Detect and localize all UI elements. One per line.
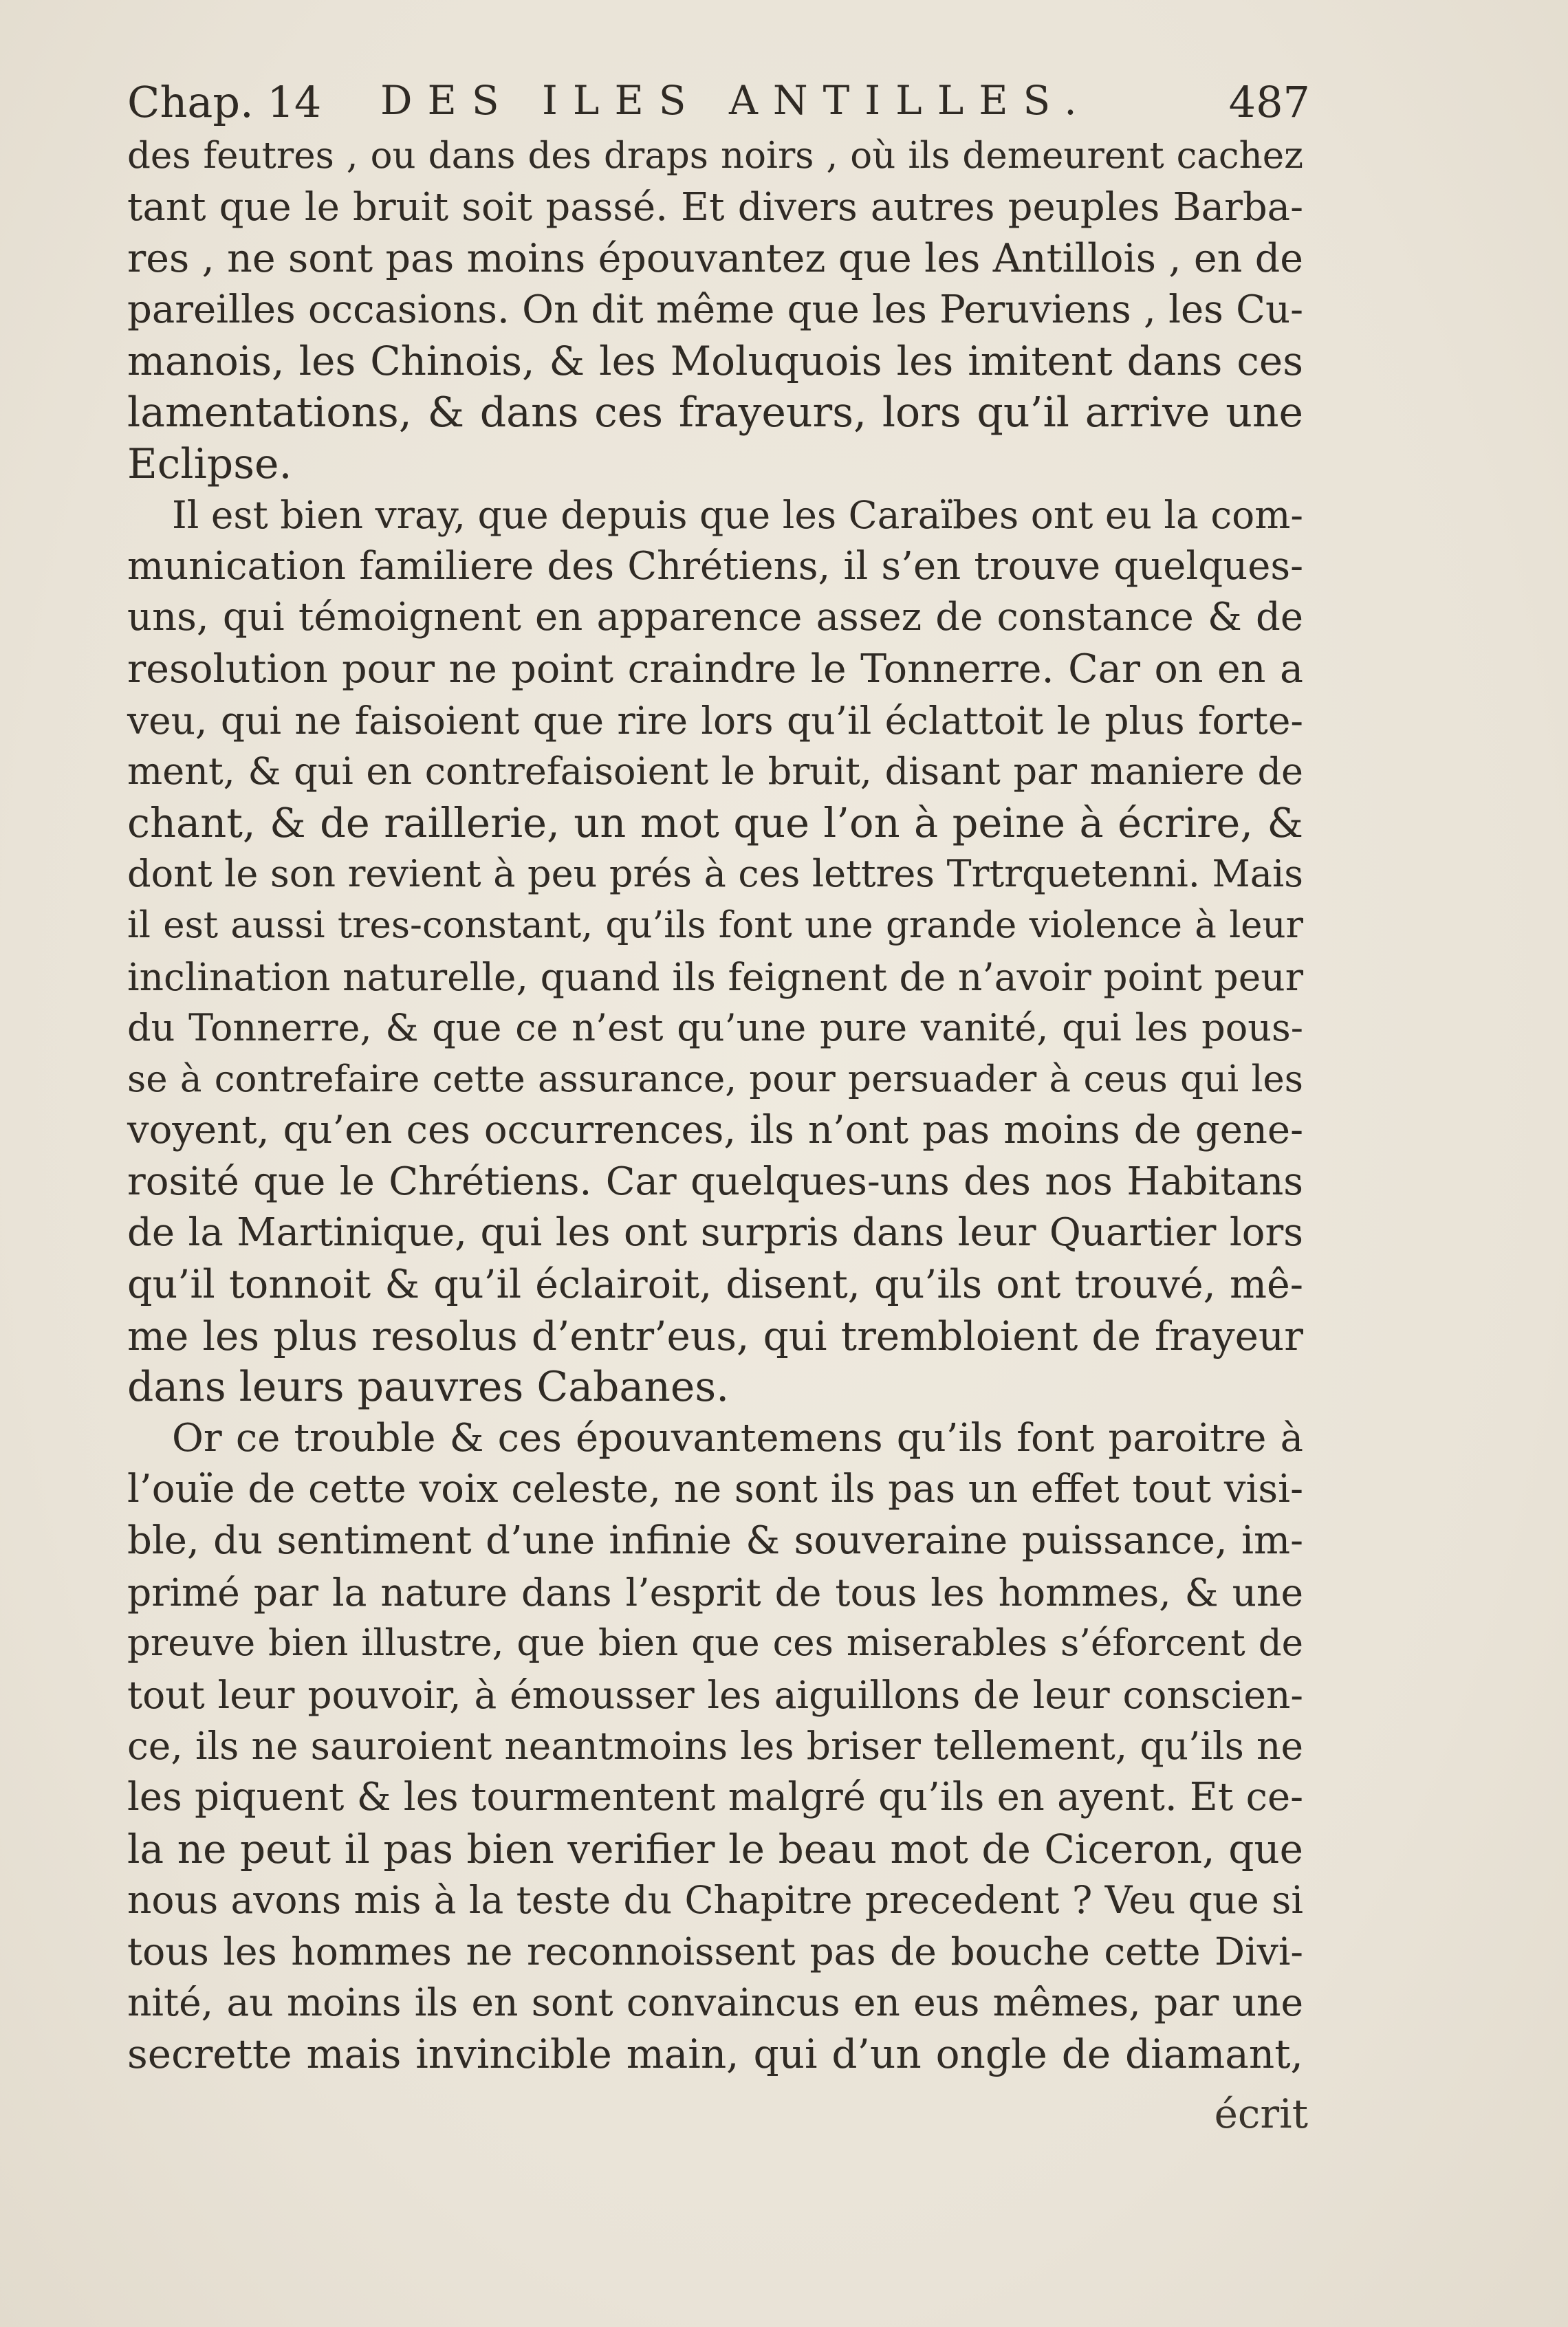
text-line: se à contrefaire cette assurance, pour persuader à ceus qui les <box>127 1058 1303 1100</box>
text-line: Or ce trouble & ces épouvantemens qu’ils font paroitre à <box>172 1415 1303 1461</box>
text-line: dont le son revient à peu prés à ces lettres Trtrquetenni. Mais <box>127 852 1303 896</box>
text-line: voyent, qu’en ces occurrences, ils n’ont pas moins de gene- <box>127 1108 1303 1153</box>
text-line: Eclipse. <box>127 439 292 488</box>
text-line: ble, du sentiment d’une infinie & souveraine puissance, im- <box>127 1518 1303 1564</box>
text-line: tout leur pouvoir, à émousser les aiguillons de leur conscien- <box>127 1672 1303 1717</box>
text-line: tous les hommes ne reconnoissent pas de bouche cette Divi- <box>127 1929 1303 1974</box>
text-line: nous avons mis à la teste du Chapitre precedent ? Veu que si <box>127 1878 1303 1923</box>
text-line: secrette mais invincible main, qui d’un ongle de diamant, <box>127 2030 1303 2077</box>
text-line: res , ne sont pas moins épouvantez que les Antillois , en de <box>127 236 1303 282</box>
text-line: uns, qui témoignent en apparence assez de constance & de <box>127 595 1303 640</box>
text-line: primé par la nature dans l’esprit de tous les hommes, & une <box>127 1570 1303 1615</box>
text-line: veu, qui ne faisoient que rire lors qu’il éclattoit le plus forte- <box>127 698 1303 743</box>
text-line: resolution pour ne point craindre le Tonnerre. Car on en a <box>127 646 1303 692</box>
paragraph <box>127 490 1303 1413</box>
text-line: manois, les Chinois, & les Moluquois les imitent dans ces <box>127 338 1303 385</box>
text-line: du Tonnerre, & que ce n’est qu’une pure vanité, qui les pous- <box>127 1006 1303 1050</box>
running-title: DES ILES ANTILLES. <box>380 77 1092 124</box>
text-line: il est aussi tres-constant, qu’ils font une grande violence à leur <box>127 904 1303 946</box>
text-line: l’ouïe de cette voix celeste, ne sont ils pas un effet tout visi- <box>127 1467 1303 1512</box>
text-line: Il est bien vray, que depuis que les Caraïbes ont eu la com- <box>172 493 1303 538</box>
chapter-label: Chap. 14 <box>127 77 322 127</box>
text-line: ce, ils ne sauroient neantmoins les briser tellement, qu’ils ne <box>127 1724 1303 1769</box>
text-line: pareilles occasions. On dit même que les Peruviens , les Cu- <box>127 287 1303 332</box>
catchword: écrit <box>1214 2090 1308 2137</box>
text-line: des feutres , ou dans des draps noirs , où ils demeurent cachez <box>127 135 1303 177</box>
text-line: dans leurs pauvres Cabanes. <box>127 1363 730 1412</box>
text-line: de la Martinique, qui les ont surpris dans leur Quartier lors <box>127 1210 1303 1256</box>
text-line: les piquent & les tourmentent malgré qu’ils en ayent. Et ce- <box>127 1775 1303 1820</box>
paragraph <box>127 1413 1303 2080</box>
running-head <box>127 77 1310 132</box>
text-line: preuve bien illustre, que bien que ces miserables s’éforcent de <box>127 1622 1303 1665</box>
text-line: nité, au moins ils en sont convaincus en eus mêmes, par une <box>127 1980 1303 2025</box>
body-text <box>127 131 1303 2080</box>
text-line: rosité que le Chrétiens. Car quelques-uns des nos Habitans <box>127 1159 1303 1204</box>
text-line: munication familiere des Chrétiens, il s’en trouve quelques- <box>127 543 1303 589</box>
text-line: me les plus resolus d’entr’eus, qui trembloient de frayeur <box>127 1312 1303 1359</box>
paragraph <box>127 131 1303 490</box>
text-line: inclination naturelle, quand ils feignent de n’avoir point peur <box>127 954 1303 999</box>
text-line: lamentations, & dans ces frayeurs, lors qu’il arrive une <box>127 388 1303 437</box>
text-line: chant, & de raillerie, un mot que l’on à peine à écrire, & <box>127 798 1303 846</box>
text-line: tant que le bruit soit passé. Et divers autres peuples Barba- <box>127 184 1303 230</box>
page-number: 487 <box>1228 77 1310 127</box>
text-line: qu’il tonnoit & qu’il éclairoit, disent, qu’ils ont trouvé, mê- <box>127 1262 1303 1308</box>
text-line: ment, & qui en contrefaisoient le bruit, disant par maniere de <box>127 750 1303 794</box>
text-line: la ne peut il pas bien verifier le beau mot de Ciceron, que <box>127 1825 1303 1872</box>
